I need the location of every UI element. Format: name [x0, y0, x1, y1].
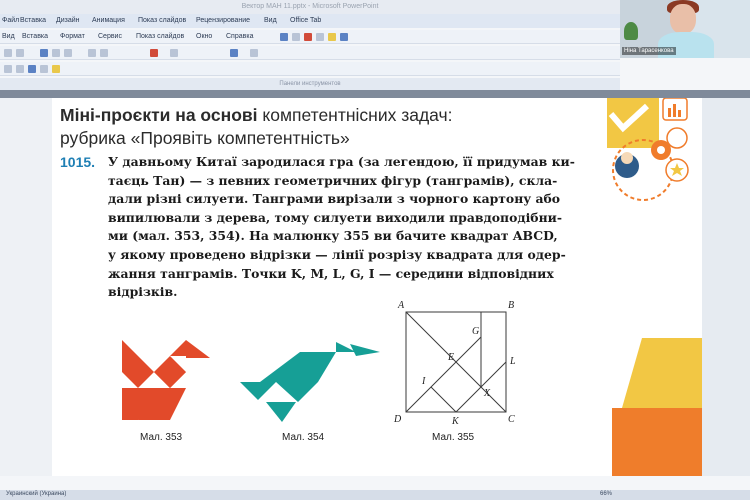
caption-354: Мал. 354: [282, 432, 325, 443]
language-status[interactable]: Украинский (Украина): [6, 491, 67, 497]
new-slide-icon[interactable]: [280, 33, 288, 41]
webcam-video: [620, 0, 750, 58]
design-icon[interactable]: [230, 49, 238, 57]
help-icon[interactable]: [340, 33, 348, 41]
font-color-icon[interactable]: [150, 49, 158, 57]
orange-decoration: [612, 338, 702, 476]
toolbar-menu-5[interactable]: Окно: [196, 33, 213, 40]
toolbar-menu-3[interactable]: Сервис: [98, 33, 122, 40]
label-c: C: [508, 414, 515, 425]
menu-item-3[interactable]: Анимация: [92, 17, 125, 24]
task-line-1: таєць Тан) — з певних геометричних фігур (танграмів), скла-: [108, 172, 558, 188]
numbering-icon[interactable]: [100, 49, 108, 57]
bullets-icon[interactable]: [88, 49, 96, 57]
toolbar-menu-4[interactable]: Показ слайдов: [136, 33, 185, 40]
figure-355-square-abcd: [392, 298, 522, 430]
task-line-0: У давньому Китаї зародилася гра (за легендою, її придумав ки-: [108, 154, 575, 169]
chart-icon[interactable]: [328, 33, 336, 41]
slide-right-margin: [702, 98, 750, 476]
task-number: 1015.: [60, 154, 96, 170]
slide-top-border: [0, 90, 750, 98]
toolbar-menu-0[interactable]: Вид: [2, 33, 15, 40]
lightbulb-icon: [667, 128, 687, 148]
animation-icon[interactable]: [250, 49, 258, 57]
layout-icon[interactable]: [292, 33, 300, 41]
tangram-piece: [170, 340, 186, 356]
menu-item-5[interactable]: Рецензирование: [196, 17, 251, 24]
menu-item-4[interactable]: Показ слайдов: [138, 17, 187, 24]
menu-item-1[interactable]: Вставка: [20, 17, 47, 24]
label-x: X: [484, 388, 491, 399]
table-icon[interactable]: [316, 33, 324, 41]
tangram-piece: [122, 372, 154, 388]
toolbar-menu-1[interactable]: Вставка: [22, 33, 49, 40]
figure-354-teal-figure: [240, 342, 382, 424]
tangram-piece: [266, 402, 296, 422]
menu-item-0[interactable]: Файл: [2, 17, 20, 24]
toolbar-formatting: [0, 46, 620, 60]
menu-item-7[interactable]: Office Tab: [290, 17, 322, 24]
shadow-icon[interactable]: [16, 49, 24, 57]
toolbar-menu-2[interactable]: Формат: [60, 33, 85, 40]
competence-illustration: [597, 98, 702, 203]
label-g: G: [472, 326, 480, 337]
select-icon[interactable]: [16, 65, 24, 73]
heading-bold: Міні-проєкти на основі: [60, 105, 258, 125]
font-size-icon[interactable]: [170, 49, 178, 57]
toolbar-standard: [0, 30, 620, 44]
status-bar: [0, 490, 750, 500]
menu-bar: [0, 14, 620, 28]
task-line-4: ми (мал. 353, 354). На малюнку 355 ви бачите квадрат ABCD,: [108, 228, 558, 244]
toolbar-menu-6[interactable]: Справка: [226, 33, 254, 40]
line-icon[interactable]: [40, 65, 48, 73]
slide-canvas[interactable]: [52, 98, 702, 476]
segment-dg: [406, 337, 481, 412]
toolbar-panel-label: Панели инструментов: [0, 78, 620, 90]
align-left-icon[interactable]: [40, 49, 48, 57]
task-line-7: відрізків.: [108, 284, 178, 300]
tangram-piece: [260, 352, 300, 382]
menu-item-6[interactable]: Вид: [264, 17, 277, 24]
window-title: Вектор МАН 11.pptx - Microsoft PowerPoint: [0, 0, 620, 14]
label-d: D: [394, 414, 402, 425]
yellow-block: [622, 338, 702, 408]
picture-icon[interactable]: [304, 33, 312, 41]
tangram-piece: [350, 344, 380, 356]
align-center-icon[interactable]: [52, 49, 60, 57]
presenter-name: Ніна Тарасенкова: [624, 48, 674, 54]
presenter-face: [670, 4, 696, 34]
align-right-icon[interactable]: [64, 49, 72, 57]
plant-image: [624, 22, 638, 40]
label-l: L: [510, 356, 516, 367]
label-i: I: [422, 376, 426, 387]
caption-355: Мал. 355: [432, 432, 475, 443]
tangram-piece: [122, 340, 154, 372]
tangram-piece: [154, 372, 186, 388]
task-line-3: випилювали з дерева, тому силуети виходили правдоподібни-: [108, 209, 562, 225]
tangram-piece: [276, 382, 318, 402]
toolbar-drawing: [0, 62, 620, 76]
menu-item-2[interactable]: Дизайн: [56, 17, 80, 24]
label-a: A: [398, 300, 405, 311]
tangram-piece: [300, 352, 336, 382]
label-k: K: [452, 416, 459, 427]
tangram-piece: [186, 340, 210, 358]
slide-left-margin: [0, 98, 52, 476]
figure-353-red-bird: [120, 338, 220, 423]
zoom-level[interactable]: 66%: [600, 491, 613, 497]
slide-heading-line1: [60, 104, 453, 126]
task-line-5: у якому проведено відрізки — лінії розрізу квадрата для одер-: [108, 246, 566, 262]
orange-block: [612, 408, 702, 476]
label-b: B: [508, 300, 515, 311]
task-text: [108, 153, 575, 302]
underline-icon[interactable]: [4, 49, 12, 57]
heading-rest: компетентнісних задач:: [262, 105, 453, 125]
label-e: E: [448, 352, 455, 363]
caption-353: Мал. 353: [140, 432, 183, 443]
tangram-piece: [240, 382, 276, 400]
shape-icon[interactable]: [28, 65, 36, 73]
fill-color-icon[interactable]: [52, 65, 60, 73]
draw-icon[interactable]: [4, 65, 12, 73]
segment-ik: [431, 387, 456, 412]
slide-heading-line2: рубрика «Проявіть компетентність»: [60, 128, 350, 148]
task-line-6: жання танграмів. Точки K, M, L, G, I — середини відповідних: [108, 265, 554, 281]
task-line-2: дали різні силуети. Танграми вирізали з чорного картону або: [108, 191, 561, 207]
